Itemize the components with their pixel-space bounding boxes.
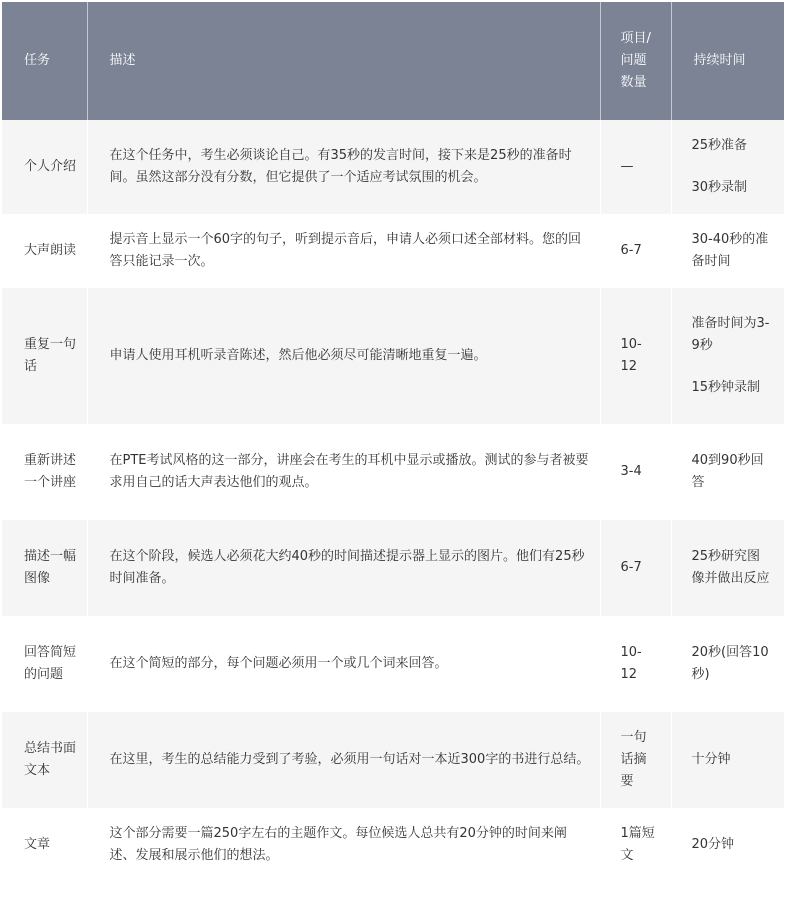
task-cell: 回答简短的问题 (2, 616, 87, 712)
header-count: 项目/问题数量 (600, 2, 671, 120)
duration-cell (671, 808, 784, 882)
duration-cell (671, 288, 784, 424)
duration-line: 25秒研究图像并做出反应 (691, 549, 770, 586)
task-cell: 重复一句话 (2, 288, 87, 424)
task-cell: 重新讲述一个讲座 (2, 424, 87, 520)
duration-line: 20分钟 (691, 837, 735, 852)
table-row (2, 616, 784, 712)
duration-line: 30-40秒的准备时间 (691, 232, 769, 269)
header-duration: 持续时间 (671, 2, 784, 120)
count-cell: — (600, 120, 671, 214)
duration-line: 40到90秒回答 (691, 453, 764, 490)
duration-cell (671, 214, 784, 288)
task-cell: 文章 (2, 808, 87, 882)
table-row (2, 424, 784, 520)
count-cell: 10-12 (600, 616, 671, 712)
count-cell: 一句话摘要 (600, 712, 671, 808)
description-cell: 在这里，考生的总结能力受到了考验，必须用一句话对一本近300字的书进行总结。 (87, 712, 600, 808)
duration-line: 30秒录制 (691, 180, 748, 195)
duration-line: 准备时间为3-9秒 (691, 316, 770, 353)
table-body (2, 120, 784, 882)
duration-cell (671, 616, 784, 712)
table-row (2, 520, 784, 616)
table-header (2, 2, 784, 120)
table-row (2, 288, 784, 424)
description-cell: 这个部分需要一篇250字左右的主题作文。每位候选人总共有20分钟的时间来阐述、发展和展示他们的想法。 (87, 808, 600, 882)
description-cell: 申请人使用耳机听录音陈述，然后他必须尽可能清晰地重复一遍。 (87, 288, 600, 424)
table-row (2, 712, 784, 808)
task-cell: 大声朗读 (2, 214, 87, 288)
count-cell: 10-12 (600, 288, 671, 424)
description-cell: 在这个简短的部分，每个问题必须用一个或几个词来回答。 (87, 616, 600, 712)
count-cell: 6-7 (600, 520, 671, 616)
table-row (2, 120, 784, 214)
description-cell: 提示音上显示一个60字的句子，听到提示音后，申请人必须口述全部材料。您的回答只能记录一次。 (87, 214, 600, 288)
duration-line: 十分钟 (691, 752, 731, 767)
duration-cell (671, 520, 784, 616)
duration-cell (671, 712, 784, 808)
task-cell: 描述一幅图像 (2, 520, 87, 616)
header-description: 描述 (87, 2, 600, 120)
description-cell: 在这个任务中，考生必须谈论自己。有35秒的发言时间，接下来是25秒的准备时间。虽然这部分没有分数，但它提供了一个适应考试氛围的机会。 (87, 120, 600, 214)
header-row (2, 2, 784, 120)
task-cell: 个人介绍 (2, 120, 87, 214)
table-row (2, 214, 784, 288)
header-task: 任务 (2, 2, 87, 120)
duration-line: 20秒(回答10秒) (691, 645, 769, 682)
task-cell: 总结书面文本 (2, 712, 87, 808)
count-cell: 6-7 (600, 214, 671, 288)
table-row (2, 808, 784, 882)
pte-tasks-table (2, 2, 784, 882)
duration-cell (671, 120, 784, 214)
count-cell: 1篇短文 (600, 808, 671, 882)
duration-cell (671, 424, 784, 520)
description-cell: 在这个阶段，候选人必须花大约40秒的时间描述提示器上显示的图片。他们有25秒时间准备。 (87, 520, 600, 616)
description-cell: 在PTE考试风格的这一部分，讲座会在考生的耳机中显示或播放。测试的参与者被要求用自己的话大声表达他们的观点。 (87, 424, 600, 520)
duration-line: 15秒钟录制 (691, 380, 761, 395)
count-cell: 3-4 (600, 424, 671, 520)
duration-line: 25秒准备 (691, 138, 748, 153)
